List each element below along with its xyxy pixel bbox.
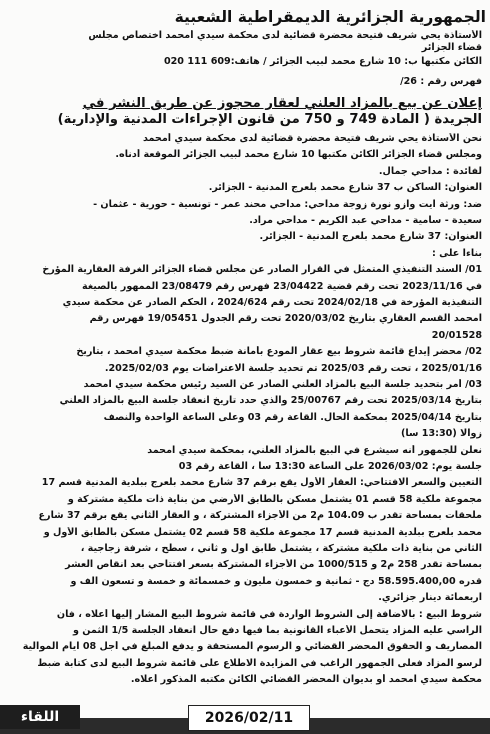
body-line: ومجلس قضاء الجزائر الكائن مكتبها 10 شارع محمد لبيب الجزائر الموقعة أدناه.	[115, 149, 482, 161]
announcement-title-line2: الجريدة ( المادة 749 و 750 من قانون الإجراءات المدنية والإدارية)	[57, 112, 482, 127]
body-line: الثاني من بناية ذات ملكية مشتركة ، يشتمل طابق اول و ثاني ، سطح ، شرفة زجاجية ،	[80, 543, 482, 554]
body-line: بتاريخ 2025/04/14 بمحكمة الحال. القاعة رقم 03 وعلى الساعة الواحدة والنصف	[103, 411, 482, 423]
body-line: في 2023/11/16 تحت رقم قضية 23/04422 فهرس رقم 23/08479 الممهور بالصيغة	[82, 280, 482, 292]
bailiff-jurisdiction-line: قضاء الجزائر	[421, 42, 482, 53]
body-line: 20/01528	[431, 329, 482, 341]
body-line: ملحقات بمساحة تقدر ب 104.09 م2 من الأجزاء المشتركة ، و العقار الثاني يقع برقم 37 شارع	[38, 510, 482, 522]
body-line: زوالا (13:30 سا)	[401, 428, 482, 440]
announcement-title-line1: إعلان عن بيع بالمزاد العلني لعقار محجوز عن طريق النشر في	[82, 96, 482, 111]
publication-date: 2026/02/11	[188, 705, 310, 731]
republic-title: الجمهورية الجزائرية الديمقراطية الشعبية	[174, 8, 486, 26]
body-line: سعيدة - سامية - مداحي عبد الكريم - مداحي مراد.	[249, 215, 482, 226]
body-line: 2025/01/16 ، تحت رقم 2025/03 تم تحديد جلسة الاعتراضات يوم 2025/02/03.	[104, 362, 482, 374]
body-line: نعلن للجمهور أنه سيشرع في البيع بالمزاد العلني، بمحكمة سيدي امحمد	[147, 444, 482, 456]
newspaper-name: اللقاء	[0, 705, 80, 729]
body-line: الراسي عليه المزاد يتحمل الأعباء القانونية بما فيها دفع حال انعقاد الجلسة 1/5 الثمن و	[72, 625, 482, 636]
body-line: العنوان: 37 شارع محمد بلعرج المدنية - الجزائر.	[259, 231, 482, 243]
body-line: بمساحة تقدر 258 م2 و 1000/515 من الأجزاء المشتركة بسعر افتتاحي بعد انقاص العشر	[65, 559, 482, 571]
body-line: اربعمائة دينار جزائري.	[378, 592, 482, 604]
body-line: بناءا على :	[431, 247, 482, 259]
body-line: 03/ أمر بتحديد جلسة البيع بالمزاد العلني الصادر عن السيد رئيس محكمة سيدي امحمد	[83, 379, 482, 390]
body-line: شروط البيع : بالاضافة إلى الشروط الواردة في قائمة شروط البيع المشار إليها أعلاه ، فان	[56, 608, 482, 620]
body-line: المصاريف و الحقوق المحضر القضائي و الرسوم المستحقة و يدفع المبلغ في أجل 08 ايام الموالية	[22, 641, 482, 653]
body-line: بتاريخ 2025/03/14 تحت رقم 25/00767 والذي حدد تاريخ انعقاد جلسة البيع بالمزاد العلني	[59, 395, 482, 407]
body-line: التنفيذية المؤرخة في 2024/02/18 تحت رقم 2024/624 ، الحكم الصادر عن محكمة سيدي	[62, 297, 482, 308]
body-line: العنوان: الساكن ب 37 شارع محمد بلعرج المدنية - الجزائر.	[208, 182, 482, 194]
body-line: التعيين والسعر الافتتاحي: العقار الأول يقع برقم 37 شارع محمد بلعرج ببلدية المدنية قسم 17	[41, 477, 482, 489]
body-line: 01/ السند التنفيذي المتمثل في القرار الصادر عن مجلس قضاء الجزائر الغرفة العقارية المؤرخ	[42, 264, 482, 276]
body-line: نحن الأستاذة يحي شريف فتيحة محضرة قضائية لدى محكمة سيدي أمحمد	[142, 133, 482, 144]
body-line: قدره 58.595.400,00 دج - ثمانية و خمسون مليون و خمسمائة و خمسة و تسعون الف و	[70, 575, 482, 587]
body-line: لفائدة : مداحي جمال.	[378, 165, 482, 177]
body-line: ضد: ورثة ايت وازو نورة زوجة مداحي: مداحي محند عمر - تونسية - حورية - عثمان -	[93, 198, 482, 210]
body-line: محمد بلعرج ببلدية المدنية قسم 17 مجموعة ملكية 58 قسم 02 يشتمل مسكن بالطابق الأول و	[43, 526, 482, 538]
bailiff-address-line: الكائن مكتبها ب: 10 شارع محمد لبيب الجزائر / هاتف:609 111 020	[163, 56, 482, 67]
body-line: جلسة يوم: 2026/03/02 على الساعة 13:30 سا ، القاعة رقم 03	[178, 461, 482, 472]
body-line: امحمد القسم العقاري بتاريخ 2020/03/02 تحت رقم الجدول 19/05451 فهرس رقم	[89, 313, 482, 325]
body-line: 02/ محضر إيداع قائمة شروط بيع عقار المودع بأمانة ضبط محكمة سيدي امحمد ، بتاريخ	[76, 346, 482, 358]
body-line: لرسو المزاد فعلى الجمهور الراغب في المزايدة الاطلاع على قائمة شروط البيع لدى كتابة ضبط	[37, 657, 482, 669]
index-number: فهرس رقم : 26/	[400, 76, 482, 87]
bailiff-office-line: الأستاذة يحي شريف فتيحة محضرة قضائية لدى محكمة سيدي أمحمد اختصاص مجلس	[88, 30, 482, 41]
body-line: محكمة سيدي امحمد أو بديوان المحضر القضائي الكائن مكتبه المذكور أعلاه.	[130, 674, 482, 686]
body-line: مجموعة ملكية 58 قسم 01 يشتمل مسكن بالطابق الأرضي من بناية ذات ملكية مشتركة و	[67, 493, 482, 505]
